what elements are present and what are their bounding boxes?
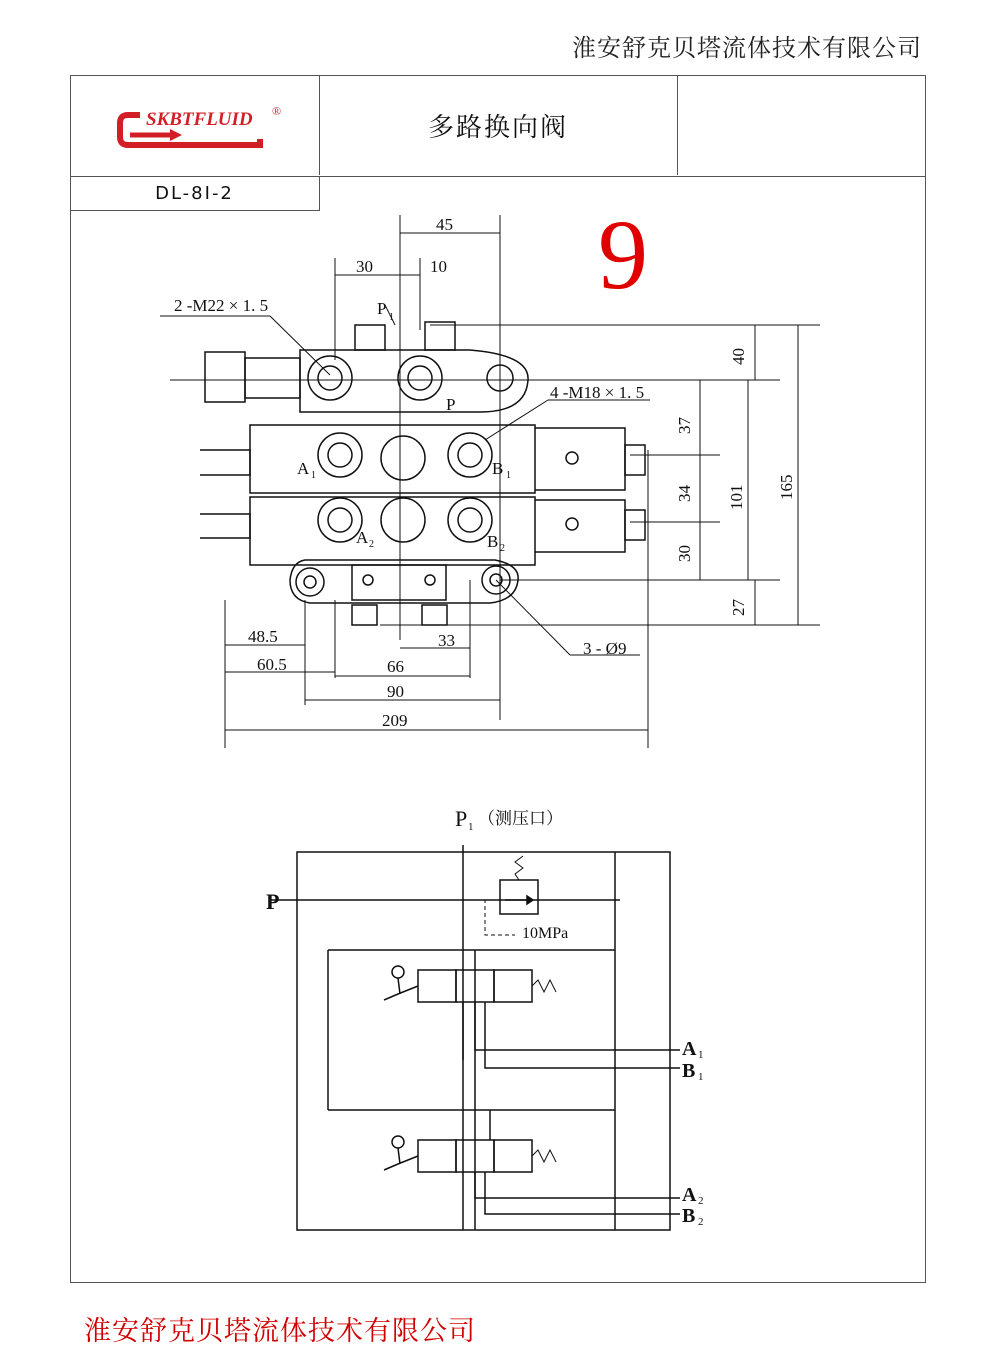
port-a1: A <box>297 459 310 478</box>
schematic-a1: A <box>682 1038 697 1060</box>
relief-pressure: 10MPa <box>522 925 569 942</box>
dim-33: 33 <box>438 631 455 650</box>
port-b1-sub: 1 <box>506 470 511 481</box>
schematic-a1-sub: 1 <box>698 1049 704 1061</box>
schematic-b1: B <box>682 1060 696 1082</box>
port-b2-sub: 2 <box>500 543 505 554</box>
dim-30: 30 <box>356 257 373 276</box>
port-p-label: P <box>446 395 456 414</box>
dim-209: 209 <box>382 711 408 730</box>
dim-27: 27 <box>729 599 748 616</box>
footer-company-name: 淮安舒克贝塔流体技术有限公司 <box>84 1316 476 1347</box>
schematic-p1-sub: 1 <box>468 821 474 833</box>
dim-48-5: 48.5 <box>248 627 278 646</box>
dim-66: 66 <box>387 657 404 676</box>
schematic-p1-label: P <box>455 806 468 831</box>
schematic-a2-sub: 2 <box>698 1195 704 1207</box>
port-p1-label: P <box>377 299 387 318</box>
dim-101: 101 <box>727 484 746 510</box>
port-p1-sub: 1 <box>389 312 394 323</box>
port-a2-sub: 2 <box>369 539 374 550</box>
dim-45: 45 <box>436 215 453 234</box>
port-b2: B <box>487 532 499 551</box>
page-number: 9 <box>598 199 648 310</box>
port-a2: A <box>356 528 369 547</box>
logo-text: SKBTFLUID <box>146 109 253 130</box>
callout-holes: 3 - Ø9 <box>583 639 627 658</box>
schematic-a2: A <box>682 1184 697 1206</box>
dim-34: 34 <box>675 485 694 502</box>
callout-m18: 4 -M18 × 1. 5 <box>550 383 645 402</box>
dim-60-5: 60.5 <box>257 655 287 674</box>
dim-40: 40 <box>729 348 748 365</box>
callout-m22: 2 -M22 × 1. 5 <box>174 296 269 315</box>
port-a1-sub: 1 <box>311 470 316 481</box>
schematic-b2: B <box>682 1205 696 1227</box>
dim-165: 165 <box>777 474 796 500</box>
dim-90: 90 <box>387 682 404 701</box>
port-b1: B <box>492 459 504 478</box>
header-company-name: 淮安舒克贝塔流体技术有限公司 <box>572 34 922 62</box>
schematic-p-label: P <box>266 889 280 914</box>
dim-30-vertical: 30 <box>675 545 694 562</box>
schematic-b1-sub: 1 <box>698 1071 704 1083</box>
logo-registered-mark: ® <box>272 104 282 118</box>
dim-10: 10 <box>430 257 447 276</box>
product-title: 多路换向阀 <box>319 75 678 175</box>
schematic-p1-note: （测压口） <box>478 809 563 828</box>
schematic-b2-sub: 2 <box>698 1216 704 1228</box>
dim-37: 37 <box>675 417 694 434</box>
model-number: DL-8I-2 <box>70 177 320 211</box>
